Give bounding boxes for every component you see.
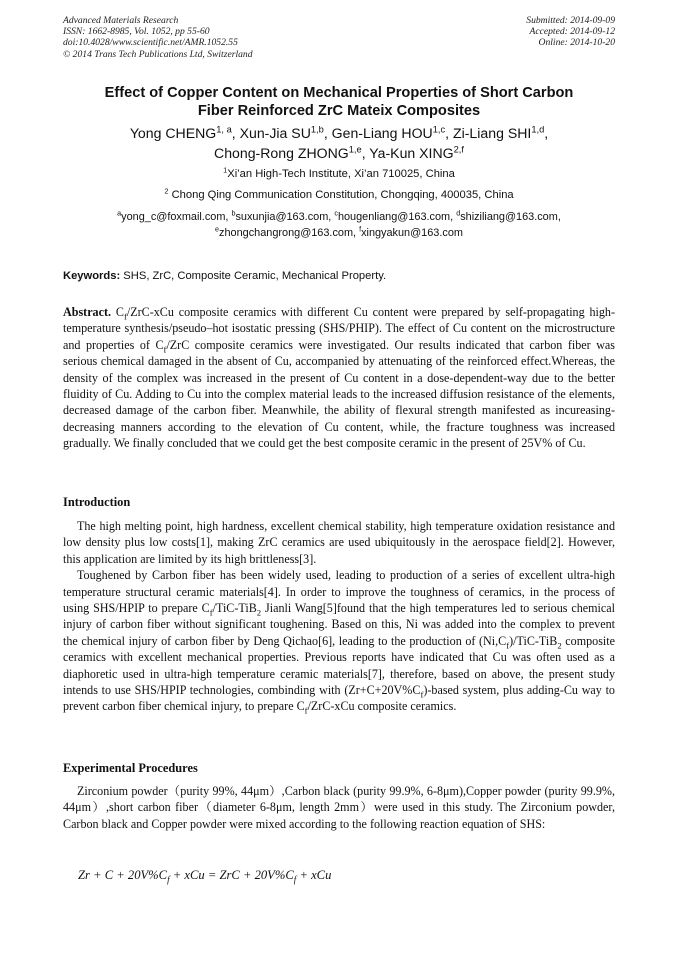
affiliation-text: Xi’an High-Tech Institute, Xi’an 710025, China bbox=[227, 168, 455, 180]
email-link[interactable]: yong_c@foxmail.com bbox=[121, 211, 226, 223]
formula-sub: f bbox=[123, 311, 127, 322]
email-list: $^a$yong_c@foxmail.com, $^b$suxunjia@163.com, $^c$hougenliang@163.com, $^d$shiziliang@163.com, $^e$zhongchangrong@163.com, $^f$xingyakun@163.com bbox=[117, 208, 561, 239]
author-name: Yong CHENG bbox=[129, 125, 217, 141]
formula-sub: 2 bbox=[256, 607, 262, 618]
section-heading-introduction: Introduction bbox=[63, 495, 131, 509]
keywords-text: SHS, ZrC, Composite Ceramic, Mechanical Property. bbox=[120, 270, 387, 282]
author-name: Zi-Liang SHI bbox=[452, 125, 532, 141]
email-sup: d bbox=[456, 208, 461, 218]
formula-text: C bbox=[115, 305, 124, 319]
author-name: Ya-Kun XING bbox=[369, 144, 454, 161]
abstract-label: Abstract. bbox=[63, 305, 112, 319]
equation-sub: f bbox=[167, 874, 170, 885]
formula-sub: f bbox=[420, 689, 424, 700]
email-sup: a bbox=[117, 208, 122, 218]
formula-sub: 2 bbox=[557, 640, 562, 651]
author-sup: 1, a bbox=[216, 124, 232, 135]
paragraph-text: )/TiC-TiB bbox=[509, 633, 558, 648]
experimental-body bbox=[63, 783, 615, 832]
formula-sub: f bbox=[506, 640, 510, 651]
affiliation-2 bbox=[40, 188, 638, 202]
journal-header-right bbox=[526, 15, 615, 49]
affiliation-1 bbox=[40, 167, 638, 181]
affiliation-sup: 2 bbox=[164, 186, 169, 196]
introduction-body bbox=[63, 518, 615, 715]
equation-sub: f bbox=[293, 874, 297, 885]
email-link[interactable]: xingyakun@163.com bbox=[361, 226, 463, 239]
author-name: Xun-Jia SU bbox=[239, 125, 311, 141]
title-line-2: Fiber Reinforced ZrC Mateix Composites bbox=[197, 103, 481, 119]
formula-sub: f bbox=[163, 344, 167, 355]
formula-sub: f bbox=[209, 607, 213, 618]
journal-header-left bbox=[63, 15, 253, 60]
paragraph-text: /TiC-TiB bbox=[212, 601, 257, 616]
paragraph: The high melting point, high hardness, excellent chemical stability, high temperature oxidation resistance and low density plus low costs[1], making ZrC ceramics are used ubiquitously in the aerospace field[2]. However, this application are limited by its high brittleness[3]. bbox=[63, 519, 615, 566]
journal-name: Advanced Materials Research bbox=[63, 15, 179, 26]
email-link[interactable]: zhongchangrong@163.com bbox=[219, 226, 354, 239]
email-sup: e bbox=[215, 223, 220, 233]
abstract-text: /ZrC composite ceramics were investigated. Our results indicated that carbon fiber was serious chemical damaged in the absent of Cu, accompanied by attenuating of the reinforced effect.Whereas, the density of the complex was increased in the present of Cu content in a dose-dependent-way due to the better fluidity of Cu. Adding to Cu into the complex material leads to the increased diffusion resistance of the elements, decreased damage of the carbon fiber. Meanwhile, the ability of flexural strength manifested as incureasing-decreasing manners according to the elevation of Cu content, while, the fracture toughness was increased gradually. We finally concluded that we could get the best composite ceramic in the present of 25V% of Cu. bbox=[63, 337, 616, 451]
online-date: Online: 2014-10-20 bbox=[538, 37, 615, 49]
accepted-date: Accepted: 2014-09-12 bbox=[529, 26, 615, 38]
journal-issn: ISSN: 1662-8985, Vol. 1052, pp 55-60 bbox=[63, 26, 210, 38]
email-link[interactable]: suxunjia@163.com bbox=[235, 211, 329, 223]
paragraph-text: /ZrC-xCu composite ceramics. bbox=[307, 699, 457, 714]
author-sup: 1,e bbox=[348, 143, 362, 154]
abstract-text: /ZrC-xCu composite ceramics with different Cu content were prepared by self-propagating high-temperature synthesis/pseudo–hot isostatic pressing (SHS/PHIP). The effect of Cu content on the microstructure and properties of C bbox=[63, 305, 616, 352]
equation-text: + xCu bbox=[296, 868, 332, 882]
author-sup: 1,c bbox=[432, 124, 446, 135]
section-heading-experimental: Experimental Procedures bbox=[63, 761, 198, 775]
equation-text: Zr + C + 20V%C bbox=[78, 868, 168, 882]
submitted-date: Submitted: 2014-09-09 bbox=[526, 15, 615, 26]
affiliation-sup: 1 bbox=[223, 165, 228, 175]
paragraph-text: composite ceramics with excellent mechanical properties. Previous reports have indicated that Cu was often used as a diaphoretic used in ultra-high temperature ceramic materials[7], therefore, based on above, the present study intends to use SHS/HPIP technologies, combinding with (Zr+C+20V%C bbox=[63, 633, 615, 698]
author-sup: 1,d bbox=[531, 124, 545, 135]
paragraph: Zirconium powder（purity 99%, 44μm）,Carbon black (purity 99.9%, 6-8μm),Copper powder (purity 99.9%, 44μm）,short carbon fiber（diameter 6-8μm, length 2mm）were used in this study. The Zirconium powder, Carbon black and Copper powder were mixed according to the following reaction equation of SHS: bbox=[63, 784, 615, 831]
paragraph-text: )-based system, plus adding-Cu way to prevent carbon fiber chemical injury, to prepare C bbox=[63, 683, 615, 714]
journal-copyright: © 2014 Trans Tech Publications Ltd, Switzerland bbox=[63, 48, 253, 60]
paragraph-text: Jianli Wang[5]found that the high temperatures led to serious chemical injury of carbon fiber without significant toughening. Based on this, Ni was added into the complex to prevent the chemical injury of carbon fiber by Deng Qichao[6], leading to the production of (Ni,C bbox=[63, 601, 615, 648]
paper-title bbox=[40, 84, 638, 120]
author-name: Chong-Rong ZHONG bbox=[214, 144, 349, 161]
equation-text: + xCu = ZrC + 20V%C bbox=[169, 868, 294, 882]
email-sup: b bbox=[231, 208, 236, 218]
keywords-label: Keywords: bbox=[63, 270, 121, 282]
email-sup: c bbox=[334, 208, 338, 218]
email-link[interactable]: hougenliang@163.com bbox=[337, 211, 451, 223]
keywords bbox=[63, 269, 615, 283]
paragraph bbox=[63, 567, 615, 715]
email-link[interactable]: shiziliang@163.com bbox=[460, 211, 558, 223]
paragraph-text: Toughened by Carbon fiber has been widely used, leading to production of a series of excellent ultra-high temperature structural ceramic materials[4]. In order to improve the toughness of ceramics, in the process of using SHS/HPIP to prepare C bbox=[63, 568, 615, 616]
shs-reaction-equation bbox=[78, 868, 331, 883]
email-sup: f bbox=[359, 223, 362, 233]
author-sup: 1,b bbox=[310, 124, 324, 135]
formula-sub: f bbox=[304, 705, 308, 716]
author-name: Gen-Liang HOU bbox=[331, 125, 433, 141]
author-list: Yong CHENG$^{1, a}$, Xun-Jia SU$^{1,b}$, Gen-Liang HOU$^{1,c}$, Zi-Liang SHI$^{1,d}$, Chong-Rong ZHONG$^{1,e}$, Ya-Kun XING$^{2,f}$ bbox=[129, 124, 549, 161]
author-sup: 2,f bbox=[453, 143, 464, 154]
journal-doi[interactable]: doi:10.4028/www.scientific.net/AMR.1052.55 bbox=[63, 37, 238, 49]
affiliation-text: Chong Qing Communication Constitution, Chongqing, 400035, China bbox=[168, 189, 514, 201]
abstract bbox=[63, 304, 615, 452]
title-line-1: Effect of Copper Content on Mechanical Properties of Short Carbon bbox=[104, 85, 574, 101]
